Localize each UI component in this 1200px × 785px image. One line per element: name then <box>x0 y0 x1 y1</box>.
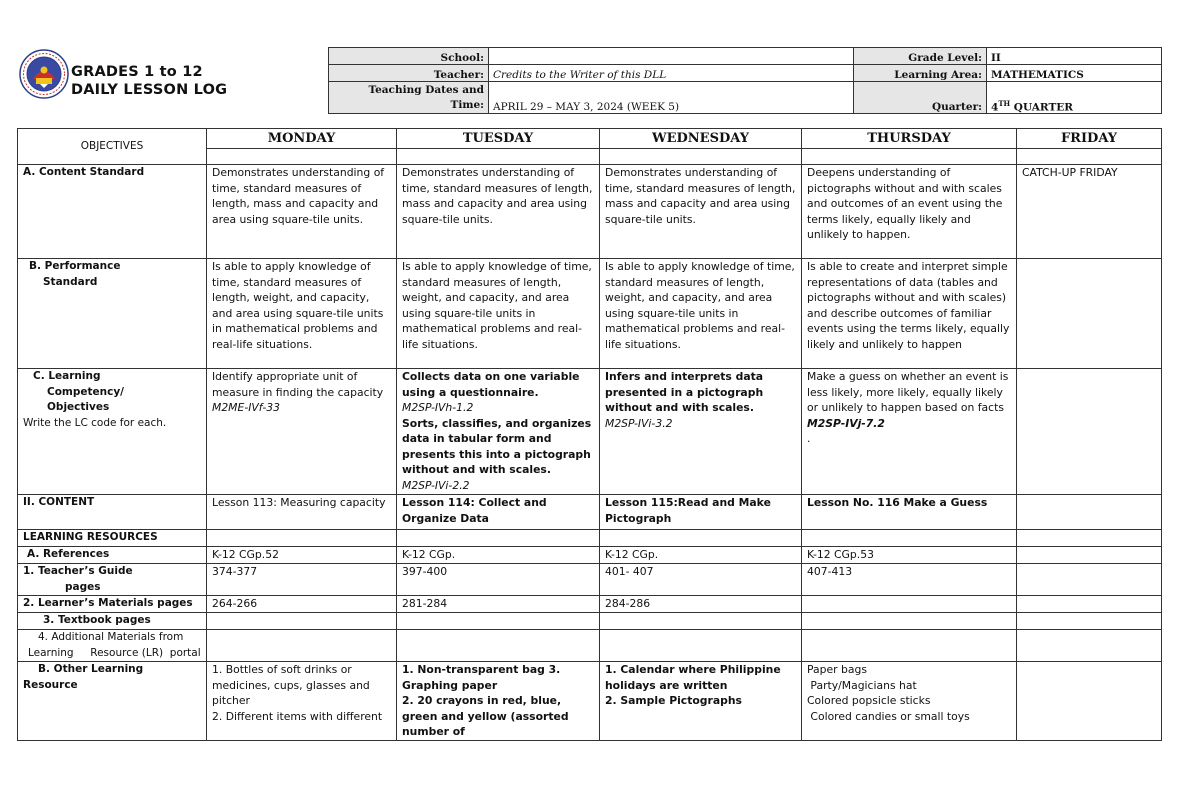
content-monday: Lesson 113: Measuring capacity <box>207 495 397 530</box>
blank-cell <box>1017 149 1162 165</box>
teaching-dates-value: APRIL 29 – MAY 3, 2024 (WEEK 5) <box>489 82 854 114</box>
references-friday <box>1017 547 1162 564</box>
blank-cell <box>802 530 1017 547</box>
school-label: School: <box>329 48 489 65</box>
competency-tuesday <box>397 369 600 495</box>
row-content-standard <box>18 165 1162 259</box>
content-standard-friday: CATCH-UP FRIDAY <box>1017 165 1162 259</box>
competency-wednesday-text: Infers and interprets data presented in a pictograph without and with scales. <box>605 370 764 414</box>
school-value <box>489 48 854 65</box>
blank-cell <box>207 630 397 662</box>
content-thursday: Lesson No. 116 Make a Guess <box>802 495 1017 530</box>
teachers-guide-label-line1: 1. Teacher’s Guide <box>23 565 133 577</box>
content-standard-label: A. Content Standard <box>18 165 207 259</box>
content-standard-wednesday: Demonstrates understanding of time, standard measures of length, mass and capacity and area using square-tile units. <box>600 165 802 259</box>
competency-tuesday-code1: M2SP-IVh-1.2 <box>402 401 474 414</box>
performance-standard-wednesday: Is able to apply knowledge of time, standard measures of length, weight, and capacity, and area using square-tile units in mathematical problems and real-life situations. <box>600 259 802 369</box>
teachers-guide-thursday: 407-413 <box>802 564 1017 596</box>
content-wednesday: Lesson 115:Read and Make Pictograph <box>600 495 802 530</box>
content-tuesday: Lesson 114: Collect and Organize Data <box>397 495 600 530</box>
competency-monday-text: Identify appropriate unit of measure in finding the capacity <box>212 370 384 399</box>
blank-cell <box>397 149 600 165</box>
teachers-guide-friday <box>1017 564 1162 596</box>
day-header-tuesday: TUESDAY <box>397 129 600 149</box>
row-learners-materials <box>18 596 1162 613</box>
quarter-label: Quarter: <box>854 82 987 114</box>
other-resources-wednesday-item: 1. Calendar where Philippine holidays are written <box>605 663 781 692</box>
competency-thursday-text: Make a guess on whether an event is less likely, more likely, equally likely or unlikely to happen based on facts <box>807 370 1009 414</box>
performance-standard-label-line1: B. Performance <box>29 260 121 272</box>
blank-cell <box>397 530 600 547</box>
quarter-value <box>987 82 1162 114</box>
row-teachers-guide <box>18 564 1162 596</box>
other-resources-wednesday-item: 2. Sample Pictographs <box>605 694 742 707</box>
other-resources-label-text: B. Other Learning Resource <box>23 663 144 691</box>
additional-materials-label-line1: 4. Additional Materials from <box>38 631 184 643</box>
content-standard-monday: Demonstrates understanding of time, standard measures of length, mass and capacity and area using square-tile units. <box>207 165 397 259</box>
teaching-dates-label-line1: Teaching Dates and <box>368 84 484 96</box>
quarter-number: 4 <box>991 101 999 113</box>
competency-monday-code: M2ME-IVf-33 <box>212 401 281 414</box>
row-additional-materials <box>18 630 1162 662</box>
other-resources-label <box>18 662 207 741</box>
learning-resources-label: LEARNING RESOURCES <box>18 530 207 547</box>
competency-friday <box>1017 369 1162 495</box>
content-label: II. CONTENT <box>18 495 207 530</box>
references-tuesday: K-12 CGp. <box>397 547 600 564</box>
references-wednesday: K-12 CGp. <box>600 547 802 564</box>
other-resources-monday <box>207 662 397 741</box>
blank-cell <box>397 613 600 630</box>
other-resources-tuesday <box>397 662 600 741</box>
other-resources-thursday-item: Paper bags <box>807 663 867 676</box>
blank-cell <box>1017 662 1162 741</box>
day-header-friday: FRIDAY <box>1017 129 1162 149</box>
performance-standard-label <box>18 259 207 369</box>
blank-cell <box>1017 530 1162 547</box>
learners-materials-friday <box>1017 596 1162 613</box>
teacher-value: Credits to the Writer of this DLL <box>489 65 854 82</box>
other-resources-wednesday <box>600 662 802 741</box>
other-resources-thursday-item: Party/Magicians hat <box>807 678 917 692</box>
teachers-guide-monday: 374-377 <box>207 564 397 596</box>
performance-standard-monday: Is able to apply knowledge of time, standard measures of length, weight, and capacity, and area using square-tile units in mathematical problems and real-life situations. <box>207 259 397 369</box>
textbook-label <box>18 613 207 630</box>
grade-level-label: Grade Level: <box>854 48 987 65</box>
teachers-guide-label <box>18 564 207 596</box>
document-title <box>71 63 227 99</box>
other-resources-thursday <box>802 662 1017 741</box>
row-performance-standard <box>18 259 1162 369</box>
quarter-word: QUARTER <box>1010 101 1074 113</box>
competency-tuesday-text1: Collects data on one variable using a questionnaire. <box>402 370 580 399</box>
teachers-guide-wednesday: 401- 407 <box>600 564 802 596</box>
header-info-table <box>328 47 1162 114</box>
content-friday <box>1017 495 1162 530</box>
references-label-text: A. References <box>27 548 110 560</box>
grade-level-value: II <box>987 48 1162 65</box>
competency-thursday-code: M2SP-IVj-7.2 <box>807 416 885 430</box>
learners-materials-wednesday: 284-286 <box>600 596 802 613</box>
day-header-thursday: THURSDAY <box>802 129 1017 149</box>
competency-wednesday <box>600 369 802 495</box>
blank-cell <box>600 613 802 630</box>
teacher-label: Teacher: <box>329 65 489 82</box>
day-header-monday: MONDAY <box>207 129 397 149</box>
competency-tuesday-text2: Sorts, classifies, and organizes data in tabular form and presents this into a pictograph without and with scales. <box>402 416 592 476</box>
competency-thursday-dot: . <box>807 432 811 445</box>
content-standard-tuesday: Demonstrates understanding of time, standard measures of length, mass and capacity and area using square-tile units. <box>397 165 600 259</box>
row-references <box>18 547 1162 564</box>
teachers-guide-tuesday: 397-400 <box>397 564 600 596</box>
row-other-resources <box>18 662 1162 741</box>
competency-label-line1: C. Learning <box>33 370 101 382</box>
blank-cell <box>397 630 600 662</box>
blank-cell <box>1017 630 1162 662</box>
competency-label-line4: Write the LC code for each. <box>23 416 167 429</box>
competency-monday <box>207 369 397 495</box>
other-resources-thursday-item: Colored candies or small toys <box>807 709 970 723</box>
row-learning-competency <box>18 369 1162 495</box>
additional-materials-label <box>18 630 207 662</box>
blank-cell <box>600 630 802 662</box>
competency-wednesday-code: M2SP-IVi-3.2 <box>605 416 673 430</box>
other-resources-thursday-item: Colored popsicle sticks <box>807 694 931 707</box>
performance-standard-tuesday: Is able to apply knowledge of time, standard measures of length, weight, and capacity, and area using square-tile units in mathematical problems and real-life situations. <box>397 259 600 369</box>
learners-materials-monday: 264-266 <box>207 596 397 613</box>
blank-cell <box>802 613 1017 630</box>
competency-tuesday-code2: M2SP-IVi-2.2 <box>402 478 470 492</box>
quarter-suffix: TH <box>998 98 1011 108</box>
blank-cell <box>600 149 802 165</box>
blank-cell <box>207 613 397 630</box>
blank-cell <box>207 530 397 547</box>
learners-materials-thursday <box>802 596 1017 613</box>
lesson-log-table <box>17 128 1162 741</box>
learners-materials-tuesday: 281-284 <box>397 596 600 613</box>
performance-standard-friday <box>1017 259 1162 369</box>
objectives-header: OBJECTIVES <box>18 129 207 165</box>
blank-cell <box>802 149 1017 165</box>
row-textbook <box>18 613 1162 630</box>
learning-competency-label <box>18 369 207 495</box>
other-resources-monday-item: 2. Different items with different <box>212 709 383 723</box>
competency-thursday <box>802 369 1017 495</box>
performance-standard-thursday: Is able to create and interpret simple representations of data (tables and pictographs without and with scales) and describe outcomes of familiar events using the terms likely, equally likely and unlikely to happen <box>802 259 1017 369</box>
learners-materials-label: 2. Learner’s Materials pages <box>18 596 207 613</box>
content-standard-thursday: Deepens understanding of pictographs without and with scales and outcomes of an event using the terms likely, equally likely and unlikely to happen. <box>802 165 1017 259</box>
references-thursday: K-12 CGp.53 <box>802 547 1017 564</box>
row-content <box>18 495 1162 530</box>
blank-cell <box>207 149 397 165</box>
day-header-wednesday: WEDNESDAY <box>600 129 802 149</box>
deped-seal-logo <box>19 49 69 99</box>
performance-standard-label-line2: Standard <box>43 275 98 288</box>
references-monday: K-12 CGp.52 <box>207 547 397 564</box>
learning-area-label: Learning Area: <box>854 65 987 82</box>
teaching-dates-label <box>329 82 489 114</box>
competency-label-line2: Competency/ <box>47 385 125 398</box>
blank-cell <box>600 530 802 547</box>
textbook-label-text: 3. Textbook pages <box>43 614 151 626</box>
blank-cell <box>802 630 1017 662</box>
blank-cell <box>1017 613 1162 630</box>
teachers-guide-label-line2: pages <box>65 580 101 593</box>
row-learning-resources <box>18 530 1162 547</box>
teaching-dates-label-line2: Time: <box>450 99 484 111</box>
references-label <box>18 547 207 564</box>
other-resources-tuesday-item: 2. 20 crayons in red, blue, green and yellow (assorted number of <box>402 694 569 738</box>
title-line-1: GRADES 1 to 12 <box>71 64 203 80</box>
other-resources-monday-item: 1. Bottles of soft drinks or medicines, cups, glasses and pitcher <box>212 663 370 707</box>
additional-materials-label-line2: Learning Resource (LR) portal <box>28 646 201 659</box>
competency-label-line3: Objectives <box>47 401 110 413</box>
other-resources-tuesday-item: 1. Non-transparent bag 3. Graphing paper <box>402 663 561 692</box>
title-line-2: DAILY LESSON LOG <box>71 82 228 98</box>
learning-area-value: MATHEMATICS <box>987 65 1162 82</box>
